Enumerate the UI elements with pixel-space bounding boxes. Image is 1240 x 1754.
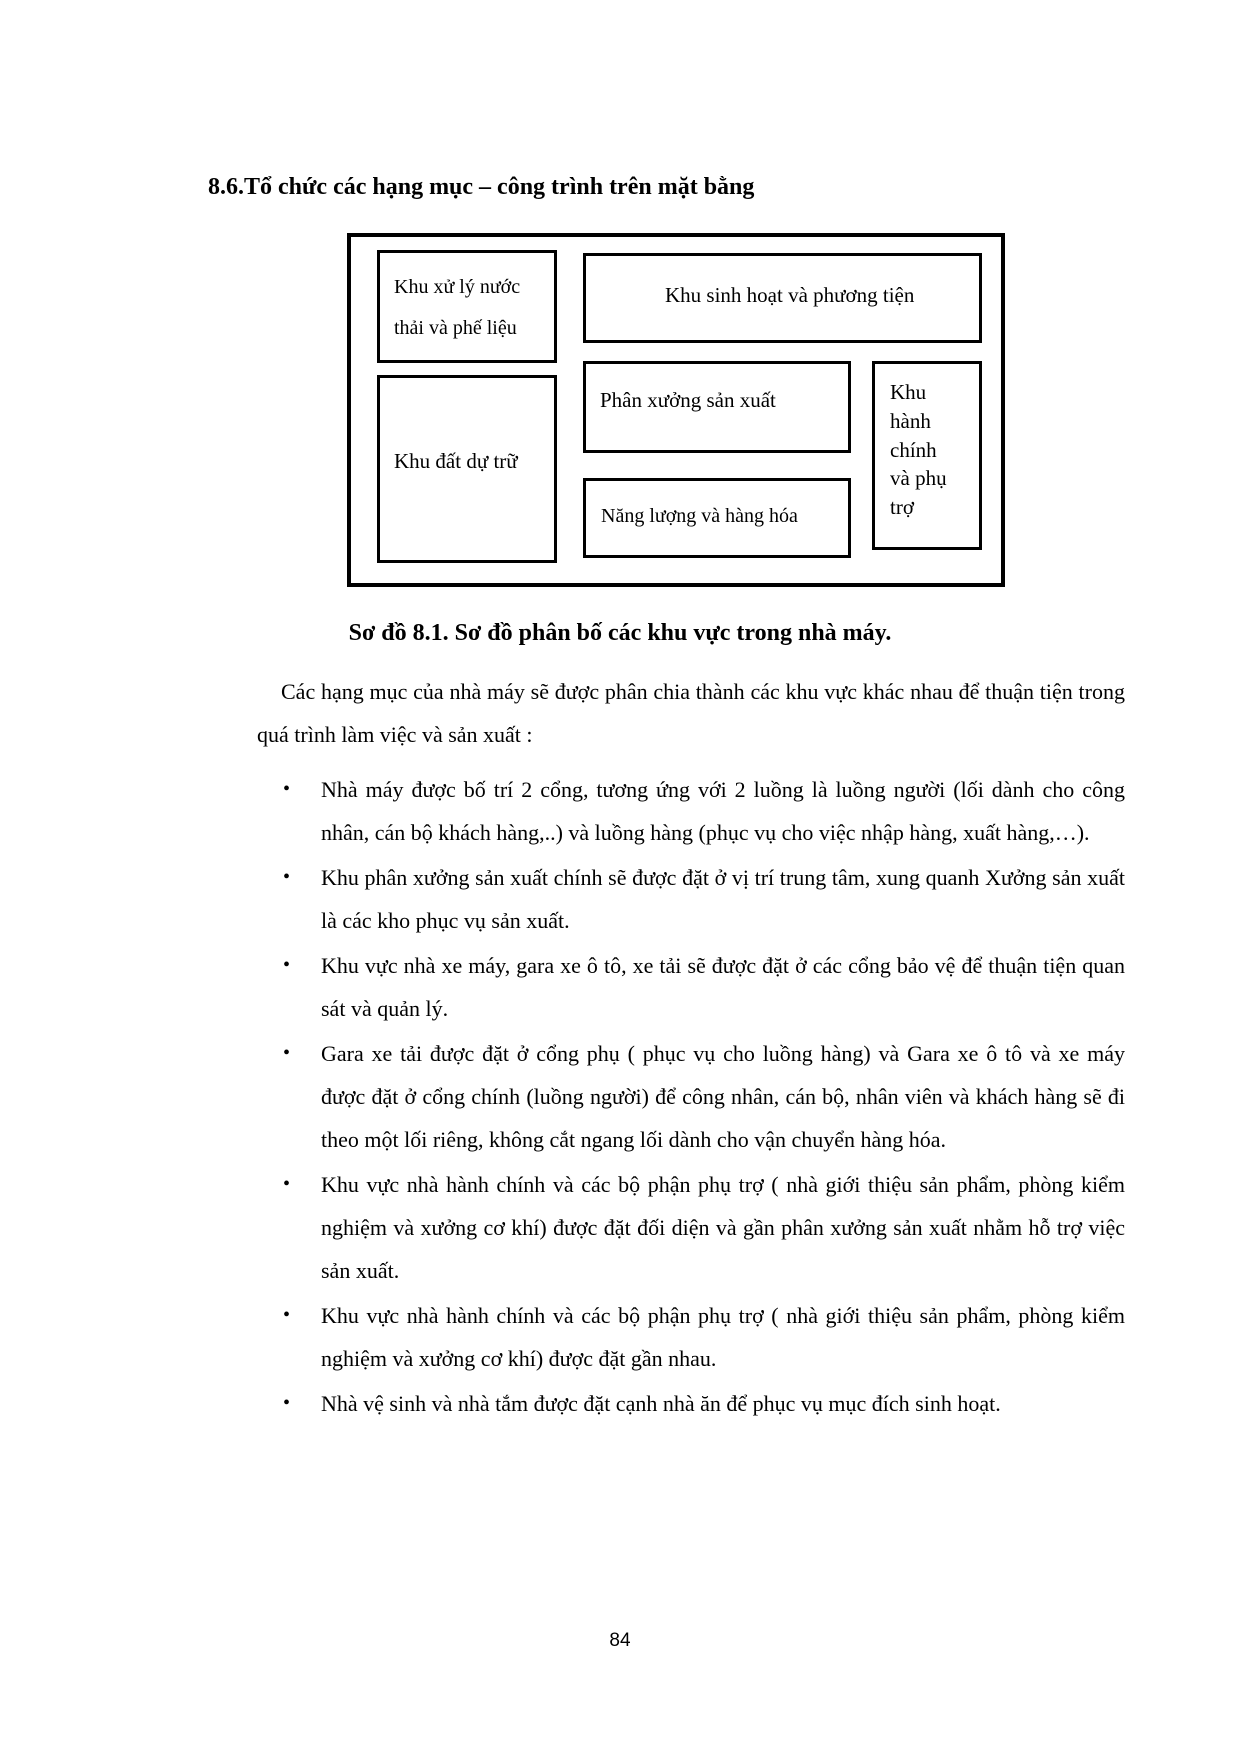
section-heading: 8.6.Tổ chức các hạng mục – công trình trên mặt bằng bbox=[208, 174, 755, 200]
waste-zone-line-2: thải và phế liệu bbox=[394, 317, 517, 339]
diagram-caption: Sơ đồ 8.1. Sơ đồ phân bố các khu vực trong nhà máy. bbox=[348, 620, 892, 646]
list-item bbox=[283, 1163, 1125, 1292]
list-item-text: Gara xe tải được đặt ở cổng phụ ( phục vụ cho luồng hàng) và Gara xe ô tô và xe máy được đặt ở cổng chính (luồng người) để công nhân, cán bộ, nhân viên và khách hàng sẽ đi theo một lối riêng, không cắt ngang lối dành cho vận chuyển hàng hóa. bbox=[321, 1041, 1125, 1152]
admin-support-zone bbox=[872, 361, 982, 550]
list-item-text: Khu vực nhà hành chính và các bộ phận phụ trợ ( nhà giới thiệu sản phẩm, phòng kiểm nghiệm và xưởng cơ khí) được đặt đối diện và gần phân xưởng sản xuất nhằm hỗ trợ việc sản xuất. bbox=[321, 1172, 1125, 1283]
site-layout-diagram bbox=[347, 233, 1005, 587]
admin-zone-line-1: Khu bbox=[890, 380, 927, 404]
admin-zone-line-3: chính bbox=[890, 437, 937, 462]
list-item-text: Khu phân xưởng sản xuất chính sẽ được đặt ở vị trí trung tâm, xung quanh Xưởng sản xuất là các kho phục vụ sản xuất. bbox=[321, 865, 1125, 933]
bullet-icon: • bbox=[283, 1042, 291, 1064]
admin-zone-line-5: trợ bbox=[890, 495, 914, 520]
reserve-zone-label: Khu đất dự trữ bbox=[394, 449, 518, 473]
bullet-icon: • bbox=[283, 778, 291, 800]
bullet-icon: • bbox=[283, 1304, 291, 1326]
list-item bbox=[283, 944, 1125, 1030]
energy-goods-zone bbox=[583, 478, 851, 558]
admin-zone-line-4: và phụ bbox=[890, 466, 947, 491]
living-facilities-zone bbox=[583, 253, 982, 343]
bullet-icon: • bbox=[283, 1173, 291, 1195]
list-item-text: Nhà vệ sinh và nhà tắm được đặt cạnh nhà ăn để phục vụ mục đích sinh hoạt. bbox=[321, 1391, 1001, 1416]
bullet-list bbox=[283, 768, 1125, 1427]
list-item-text: Khu vực nhà xe máy, gara xe ô tô, xe tải sẽ được đặt ở các cổng bảo vệ để thuận tiện quan sát và quản lý. bbox=[321, 953, 1125, 1021]
energy-zone-label: Năng lượng và hàng hóa bbox=[601, 505, 798, 527]
list-item bbox=[283, 856, 1125, 942]
living-zone-label: Khu sinh hoạt và phương tiện bbox=[665, 283, 915, 307]
production-workshop-zone bbox=[583, 361, 851, 453]
list-item-text: Nhà máy được bố trí 2 cổng, tương ứng với 2 luồng là luồng người (lối dành cho công nhân, cán bộ khách hàng,..) và luồng hàng (phục vụ cho việc nhập hàng, xuất hàng,…). bbox=[321, 777, 1125, 845]
page-number: 84 bbox=[609, 1630, 631, 1651]
list-item bbox=[283, 1294, 1125, 1380]
reserve-land-zone bbox=[377, 375, 557, 563]
list-item bbox=[283, 1382, 1125, 1425]
list-item bbox=[283, 1032, 1125, 1161]
waste-zone-line-1: Khu xử lý nước bbox=[394, 276, 521, 298]
bullet-icon: • bbox=[283, 954, 291, 976]
intro-paragraph: Các hạng mục của nhà máy sẽ được phân chia thành các khu vực khác nhau để thuận tiện trong quá trình làm việc và sản xuất : bbox=[257, 679, 1125, 747]
waste-treatment-zone bbox=[377, 250, 557, 363]
workshop-zone-label: Phân xưởng sản xuất bbox=[600, 388, 776, 412]
admin-zone-line-2: hành bbox=[890, 408, 931, 433]
list-item bbox=[283, 768, 1125, 854]
bullet-icon: • bbox=[283, 866, 291, 888]
list-item-text: Khu vực nhà hành chính và các bộ phận phụ trợ ( nhà giới thiệu sản phẩm, phòng kiểm nghiệm và xưởng cơ khí) được đặt gần nhau. bbox=[321, 1303, 1125, 1371]
bullet-icon: • bbox=[283, 1392, 291, 1414]
